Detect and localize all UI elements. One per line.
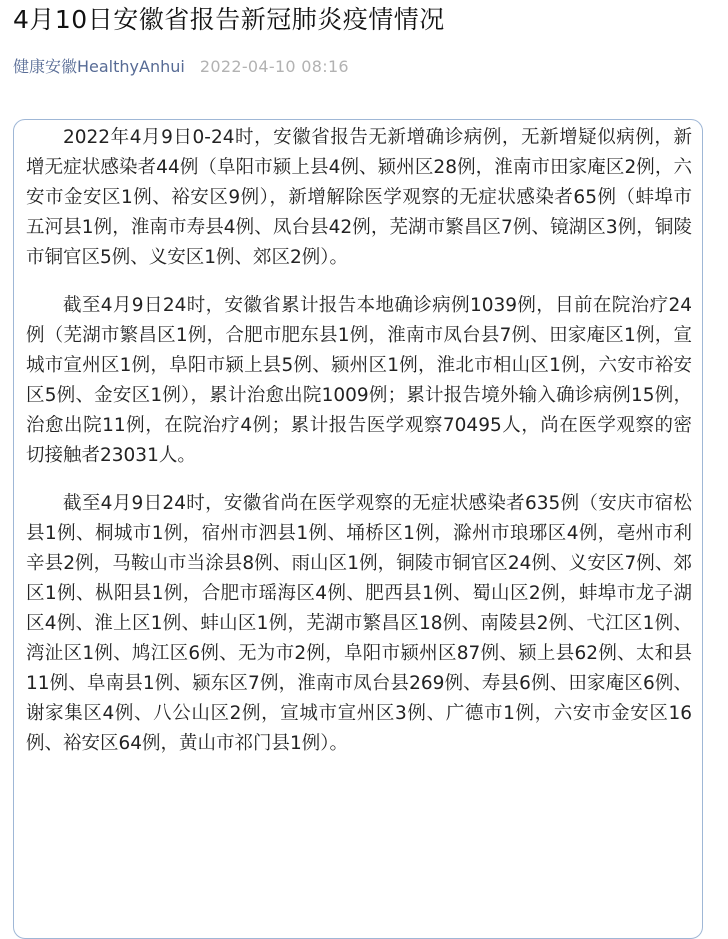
article-meta (13, 56, 349, 78)
paragraph-asymptomatic-under-observation: 截至4月9日24时，安徽省尚在医学观察的无症状感染者635例（安庆市宿松县1例、桐城市1例，宿州市泗县1例、埇桥区1例，滁州市琅琊区4例，亳州市利辛县2例，马鞍山市当涂县8例、雨山区1例，铜陵市铜官区24例、义安区7例、郊区1例、枞阳县1例，合肥市瑶海区4例、肥西县1例、蜀山区2例，蚌埠市龙子湖区4例、淮上区1例、蚌山区1例，芜湖市繁昌区18例、南陵县2例、弋江区1例、湾沚区1例、鸠江区6例、无为市2例，阜阳市颍州区87例、颍上县62例、太和县11例、阜南县1例、颍东区7例，淮南市凤台县269例、寿县6例、田家庵区6例、谢家集区4例、八公山区2例，宣城市宣州区3例、广德市1例，六安市金安区16例、裕安区64例，黄山市祁门县1例）。 (26, 493, 692, 754)
content-card (13, 119, 703, 939)
article-title: 4月10日安徽省报告新冠肺炎疫情情况 (13, 5, 445, 34)
paragraph-cumulative-confirmed: 截至4月9日24时，安徽省累计报告本地确诊病例1039例，目前在院治疗24例（芜湖市繁昌区1例，合肥市肥东县1例，淮南市凤台县7例、田家庵区1例，宣城市宣州区1例，阜阳市颍上县5例、颍州区1例，淮北市相山区1例，六安市裕安区5例、金安区1例），累计治愈出院1009例；累计报告境外输入确诊病例15例，治愈出院11例，在院治疗4例；累计报告医学观察70495人，尚在医学观察的密切接触者23031人。 (26, 295, 692, 466)
publish-date: 2022-04-10 08:16 (199, 57, 349, 76)
paragraph-new-cases: 2022年4月9日0-24时，安徽省报告无新增确诊病例，无新增疑似病例，新增无症状感染者44例（阜阳市颍上县4例、颍州区28例，淮南市田家庵区2例，六安市金安区1例、裕安区9例），新增解除医学观察的无症状感染者65例（蚌埠市五河县1例，淮南市寿县4例、凤台县42例，芜湖市繁昌区7例、镜湖区3例，铜陵市铜官区5例、义安区1例、郊区2例）。 (26, 127, 692, 268)
source-account-link[interactable]: 健康安徽HealthyAnhui (13, 57, 185, 76)
